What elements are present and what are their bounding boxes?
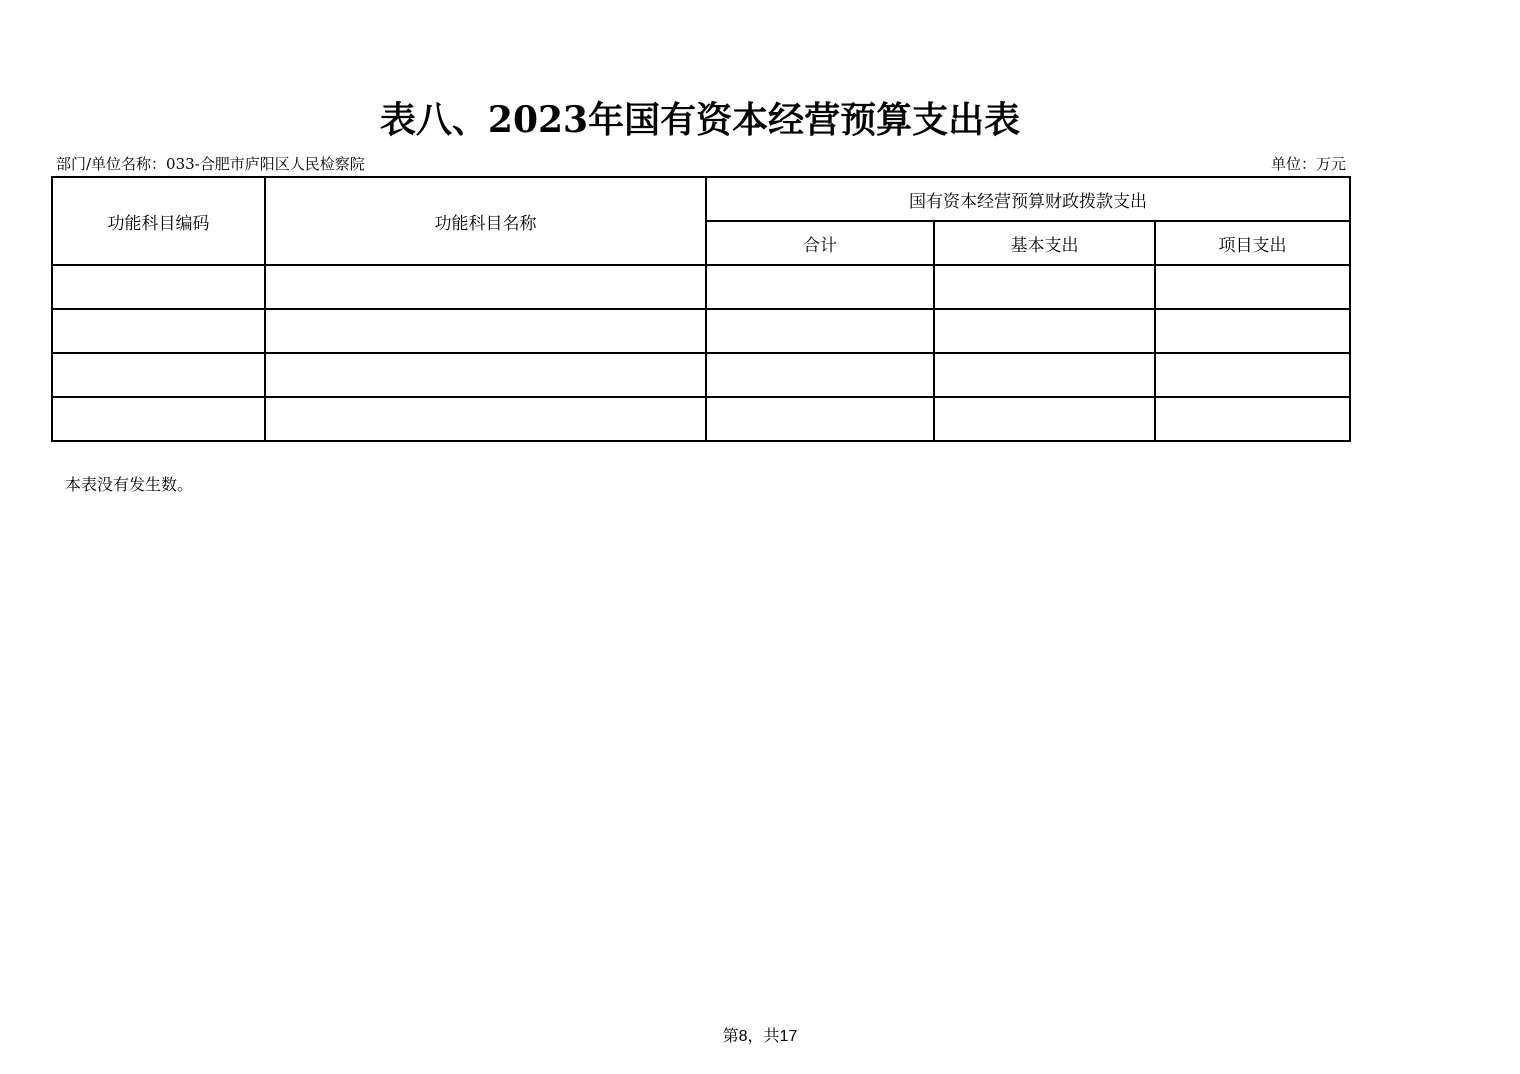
- table-cell: [934, 353, 1155, 397]
- header-name: 功能科目名称: [265, 177, 706, 265]
- header-code: 功能科目编码: [52, 177, 265, 265]
- table-cell: [52, 309, 265, 353]
- table-row: [52, 397, 1350, 441]
- page-title: 表八、2023年国有资本经营预算支出表: [379, 99, 1021, 141]
- header-total: 合计: [706, 221, 934, 265]
- page-number: 第8，共17: [722, 1028, 798, 1045]
- table-cell: [265, 309, 706, 353]
- header-project: 项目支出: [1155, 221, 1350, 265]
- table-cell: [706, 353, 934, 397]
- department-name: 部门/单位名称：033-合肥市庐阳区人民检察院: [56, 155, 365, 173]
- table-cell: [52, 353, 265, 397]
- table-cell: [706, 397, 934, 441]
- table-row: [52, 309, 1350, 353]
- budget-table: [51, 176, 1351, 442]
- table-cell: [1155, 309, 1350, 353]
- header-basic: 基本支出: [934, 221, 1155, 265]
- table-cell: [706, 309, 934, 353]
- table-cell: [934, 397, 1155, 441]
- table-cell: [1155, 265, 1350, 309]
- table-cell: [265, 265, 706, 309]
- header-row-1: [52, 177, 1350, 221]
- table-cell: [265, 353, 706, 397]
- table-cell: [1155, 353, 1350, 397]
- table-cell: [934, 265, 1155, 309]
- table-cell: [1155, 397, 1350, 441]
- table-row: [52, 265, 1350, 309]
- table-cell: [52, 265, 265, 309]
- table-note: 本表没有发生数。: [65, 475, 194, 494]
- table-cell: [934, 309, 1155, 353]
- table-row: [52, 353, 1350, 397]
- unit-label: 单位：万元: [1270, 155, 1346, 173]
- table-cell: [52, 397, 265, 441]
- header-group: 国有资本经营预算财政拨款支出: [706, 177, 1350, 221]
- table-cell: [706, 265, 934, 309]
- table-cell: [265, 397, 706, 441]
